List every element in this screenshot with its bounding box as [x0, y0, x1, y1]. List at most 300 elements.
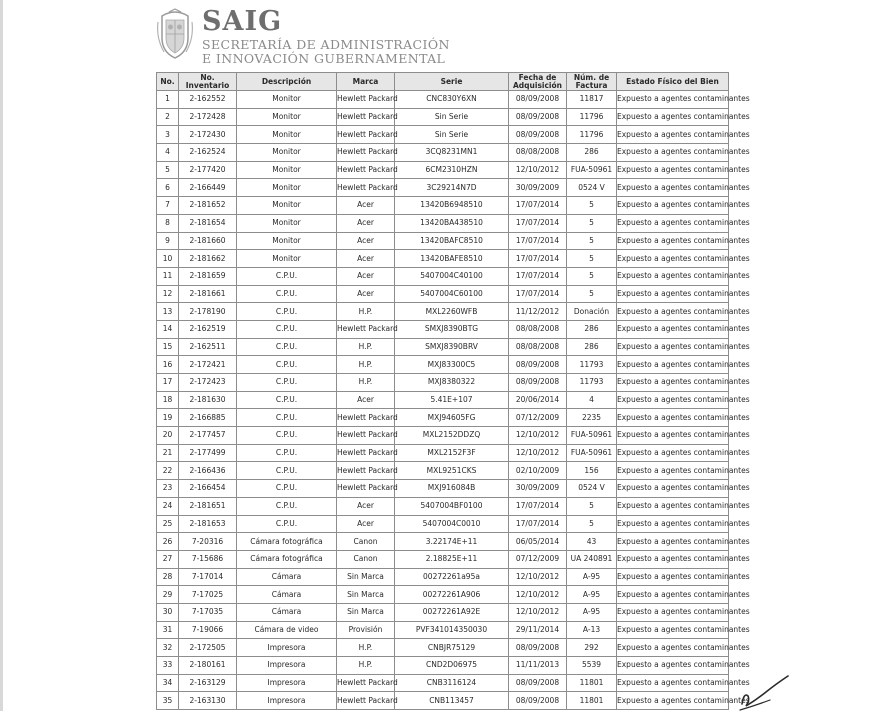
- cell-no: 5: [157, 161, 179, 179]
- cell-serie: CNB113457: [395, 692, 509, 710]
- cell-marca: Sin Marca: [337, 568, 395, 586]
- cell-estado: Expuesto a agentes contaminantes: [617, 550, 729, 568]
- cell-inventario: 2-172421: [179, 356, 237, 374]
- cell-marca: Sin Marca: [337, 586, 395, 604]
- cell-no: 34: [157, 674, 179, 692]
- cell-descripcion: C.P.U.: [237, 267, 337, 285]
- table-row: [157, 267, 729, 285]
- cell-serie: 3CQ8231MN1: [395, 144, 509, 162]
- cell-fecha: 12/10/2012: [509, 586, 567, 604]
- cell-marca: Hewlett Packard: [337, 427, 395, 445]
- cell-factura: 292: [567, 639, 617, 657]
- cell-marca: Acer: [337, 197, 395, 215]
- cell-marca: H.P.: [337, 374, 395, 392]
- cell-fecha: 08/09/2008: [509, 692, 567, 710]
- cell-descripcion: Monitor: [237, 179, 337, 197]
- cell-marca: Acer: [337, 267, 395, 285]
- cell-descripcion: C.P.U.: [237, 338, 337, 356]
- cell-estado: Expuesto a agentes contaminantes: [617, 356, 729, 374]
- cell-descripcion: Cámara fotográfica: [237, 550, 337, 568]
- cell-descripcion: Impresora: [237, 657, 337, 675]
- cell-serie: 00272261A906: [395, 586, 509, 604]
- cell-fecha: 17/07/2014: [509, 267, 567, 285]
- table-row: [157, 586, 729, 604]
- table-row: [157, 285, 729, 303]
- table-row: [157, 621, 729, 639]
- cell-factura: FUA-50961: [567, 161, 617, 179]
- cell-no: 29: [157, 586, 179, 604]
- cell-inventario: 2-181653: [179, 515, 237, 533]
- header-factura: Núm. de Factura: [567, 73, 617, 91]
- cell-descripcion: C.P.U.: [237, 391, 337, 409]
- cell-inventario: 2-166454: [179, 480, 237, 498]
- cell-inventario: 2-180161: [179, 657, 237, 675]
- table-row: [157, 214, 729, 232]
- cell-estado: Expuesto a agentes contaminantes: [617, 285, 729, 303]
- cell-estado: Expuesto a agentes contaminantes: [617, 480, 729, 498]
- cell-no: 35: [157, 692, 179, 710]
- cell-serie: 3.22174E+11: [395, 533, 509, 551]
- cell-descripcion: Monitor: [237, 250, 337, 268]
- cell-descripcion: C.P.U.: [237, 480, 337, 498]
- cell-fecha: 08/09/2008: [509, 91, 567, 109]
- cell-serie: CND2D06975: [395, 657, 509, 675]
- cell-inventario: 2-166436: [179, 462, 237, 480]
- cell-descripcion: Monitor: [237, 232, 337, 250]
- cell-factura: 4: [567, 391, 617, 409]
- table-row: [157, 303, 729, 321]
- cell-no: 13: [157, 303, 179, 321]
- cell-marca: H.P.: [337, 356, 395, 374]
- cell-marca: Acer: [337, 232, 395, 250]
- coat-of-arms-icon: [156, 8, 194, 60]
- cell-factura: 286: [567, 320, 617, 338]
- cell-estado: Expuesto a agentes contaminantes: [617, 427, 729, 445]
- cell-fecha: 08/09/2008: [509, 356, 567, 374]
- cell-marca: H.P.: [337, 338, 395, 356]
- cell-factura: 5: [567, 197, 617, 215]
- cell-fecha: 11/12/2012: [509, 303, 567, 321]
- cell-marca: Acer: [337, 214, 395, 232]
- cell-no: 20: [157, 427, 179, 445]
- table-row: [157, 550, 729, 568]
- cell-estado: Expuesto a agentes contaminantes: [617, 303, 729, 321]
- cell-estado: Expuesto a agentes contaminantes: [617, 603, 729, 621]
- cell-inventario: 2-181662: [179, 250, 237, 268]
- cell-factura: 11817: [567, 91, 617, 109]
- cell-fecha: 08/09/2008: [509, 108, 567, 126]
- cell-estado: Expuesto a agentes contaminantes: [617, 515, 729, 533]
- cell-serie: 5407004C0010: [395, 515, 509, 533]
- cell-factura: 156: [567, 462, 617, 480]
- table-row: [157, 126, 729, 144]
- cell-inventario: 7-17014: [179, 568, 237, 586]
- cell-serie: Sin Serie: [395, 126, 509, 144]
- cell-marca: Hewlett Packard: [337, 462, 395, 480]
- cell-fecha: 08/09/2008: [509, 639, 567, 657]
- cell-descripcion: Cámara: [237, 586, 337, 604]
- cell-inventario: 2-162511: [179, 338, 237, 356]
- cell-no: 17: [157, 374, 179, 392]
- cell-inventario: 2-181630: [179, 391, 237, 409]
- header-descripcion: Descripción: [237, 73, 337, 91]
- cell-no: 30: [157, 603, 179, 621]
- cell-fecha: 02/10/2009: [509, 462, 567, 480]
- table-row: [157, 250, 729, 268]
- cell-no: 32: [157, 639, 179, 657]
- cell-fecha: 08/08/2008: [509, 320, 567, 338]
- cell-serie: 13420BAFC8510: [395, 232, 509, 250]
- cell-factura: 5: [567, 497, 617, 515]
- cell-marca: Provisión: [337, 621, 395, 639]
- cell-descripcion: Impresora: [237, 674, 337, 692]
- cell-fecha: 07/12/2009: [509, 550, 567, 568]
- cell-fecha: 08/09/2008: [509, 674, 567, 692]
- cell-fecha: 11/11/2013: [509, 657, 567, 675]
- table-row: [157, 639, 729, 657]
- cell-fecha: 08/08/2008: [509, 144, 567, 162]
- cell-marca: Acer: [337, 391, 395, 409]
- cell-inventario: 2-172430: [179, 126, 237, 144]
- table-row: [157, 108, 729, 126]
- cell-inventario: 2-166449: [179, 179, 237, 197]
- cell-descripcion: C.P.U.: [237, 409, 337, 427]
- table-row: [157, 603, 729, 621]
- cell-serie: SMXJ8390BRV: [395, 338, 509, 356]
- cell-marca: Hewlett Packard: [337, 409, 395, 427]
- cell-marca: Hewlett Packard: [337, 179, 395, 197]
- cell-estado: Expuesto a agentes contaminantes: [617, 126, 729, 144]
- cell-estado: Expuesto a agentes contaminantes: [617, 391, 729, 409]
- cell-no: 21: [157, 444, 179, 462]
- cell-factura: 11801: [567, 692, 617, 710]
- table-row: [157, 161, 729, 179]
- cell-fecha: 08/08/2008: [509, 338, 567, 356]
- cell-descripcion: Monitor: [237, 126, 337, 144]
- cell-serie: 5.41E+107: [395, 391, 509, 409]
- cell-serie: MXL9251CKS: [395, 462, 509, 480]
- cell-factura: FUA-50961: [567, 444, 617, 462]
- cell-inventario: 2-172423: [179, 374, 237, 392]
- cell-descripcion: C.P.U.: [237, 374, 337, 392]
- cell-factura: 11801: [567, 674, 617, 692]
- cell-descripcion: Monitor: [237, 108, 337, 126]
- cell-estado: Expuesto a agentes contaminantes: [617, 374, 729, 392]
- cell-descripcion: Monitor: [237, 161, 337, 179]
- cell-estado: Expuesto a agentes contaminantes: [617, 586, 729, 604]
- cell-estado: Expuesto a agentes contaminantes: [617, 320, 729, 338]
- cell-no: 19: [157, 409, 179, 427]
- cell-no: 25: [157, 515, 179, 533]
- cell-serie: CNBJR75129: [395, 639, 509, 657]
- cell-no: 23: [157, 480, 179, 498]
- table-row: [157, 374, 729, 392]
- cell-fecha: 12/10/2012: [509, 444, 567, 462]
- cell-no: 12: [157, 285, 179, 303]
- cell-marca: Hewlett Packard: [337, 674, 395, 692]
- cell-factura: Donación: [567, 303, 617, 321]
- table-body: [157, 91, 750, 710]
- cell-serie: 3C29214N7D: [395, 179, 509, 197]
- cell-no: 1: [157, 91, 179, 109]
- cell-no: 3: [157, 126, 179, 144]
- cell-no: 33: [157, 657, 179, 675]
- cell-inventario: 2-177420: [179, 161, 237, 179]
- cell-marca: Hewlett Packard: [337, 91, 395, 109]
- cell-fecha: 06/05/2014: [509, 533, 567, 551]
- cell-inventario: 2-162519: [179, 320, 237, 338]
- header-inventario: No. Inventario: [179, 73, 237, 91]
- cell-factura: A-95: [567, 568, 617, 586]
- cell-factura: 5: [567, 232, 617, 250]
- cell-estado: Expuesto a agentes contaminantes: [617, 674, 729, 692]
- cell-serie: MXL2152DDZQ: [395, 427, 509, 445]
- cell-marca: Sin Marca: [337, 603, 395, 621]
- header-no: No.: [157, 73, 179, 91]
- cell-marca: Hewlett Packard: [337, 161, 395, 179]
- cell-inventario: 7-15686: [179, 550, 237, 568]
- cell-fecha: 12/10/2012: [509, 427, 567, 445]
- cell-serie: MXJ94605FG: [395, 409, 509, 427]
- cell-no: 7: [157, 197, 179, 215]
- cell-no: 26: [157, 533, 179, 551]
- cell-factura: 5: [567, 214, 617, 232]
- cell-no: 15: [157, 338, 179, 356]
- cell-serie: 5407004BF0100: [395, 497, 509, 515]
- table-row: [157, 91, 729, 109]
- cell-estado: Expuesto a agentes contaminantes: [617, 91, 729, 109]
- cell-inventario: 2-163130: [179, 692, 237, 710]
- cell-estado: Expuesto a agentes contaminantes: [617, 108, 729, 126]
- cell-descripcion: C.P.U.: [237, 515, 337, 533]
- cell-estado: Expuesto a agentes contaminantes: [617, 639, 729, 657]
- cell-marca: Hewlett Packard: [337, 108, 395, 126]
- cell-marca: H.P.: [337, 657, 395, 675]
- table-row: [157, 444, 729, 462]
- cell-marca: Acer: [337, 285, 395, 303]
- cell-inventario: 2-181651: [179, 497, 237, 515]
- cell-estado: Expuesto a agentes contaminantes: [617, 179, 729, 197]
- table-row: [157, 674, 729, 692]
- cell-factura: UA 240891: [567, 550, 617, 568]
- cell-no: 31: [157, 621, 179, 639]
- cell-serie: MXL2152F3F: [395, 444, 509, 462]
- cell-estado: Expuesto a agentes contaminantes: [617, 267, 729, 285]
- cell-fecha: 17/07/2014: [509, 285, 567, 303]
- cell-no: 8: [157, 214, 179, 232]
- cell-fecha: 30/09/2009: [509, 480, 567, 498]
- cell-inventario: 7-17025: [179, 586, 237, 604]
- table-row: [157, 497, 729, 515]
- cell-descripcion: Impresora: [237, 692, 337, 710]
- table-row: [157, 144, 729, 162]
- cell-descripcion: C.P.U.: [237, 462, 337, 480]
- cell-serie: 5407004C60100: [395, 285, 509, 303]
- cell-inventario: 2-172428: [179, 108, 237, 126]
- cell-no: 28: [157, 568, 179, 586]
- cell-descripcion: Impresora: [237, 639, 337, 657]
- cell-marca: Acer: [337, 497, 395, 515]
- cell-descripcion: Cámara fotográfica: [237, 533, 337, 551]
- cell-inventario: 2-181652: [179, 197, 237, 215]
- cell-descripcion: Cámara: [237, 603, 337, 621]
- cell-marca: H.P.: [337, 639, 395, 657]
- cell-estado: Expuesto a agentes contaminantes: [617, 161, 729, 179]
- cell-factura: FUA-50961: [567, 427, 617, 445]
- inventory-table: [156, 72, 750, 710]
- cell-marca: Acer: [337, 515, 395, 533]
- cell-fecha: 12/10/2012: [509, 161, 567, 179]
- cell-factura: 43: [567, 533, 617, 551]
- cell-descripcion: Monitor: [237, 91, 337, 109]
- cell-estado: Expuesto a agentes contaminantes: [617, 338, 729, 356]
- cell-no: 9: [157, 232, 179, 250]
- cell-inventario: 7-17035: [179, 603, 237, 621]
- cell-factura: 5539: [567, 657, 617, 675]
- document-header: [152, 6, 572, 66]
- cell-serie: MXL2260WFB: [395, 303, 509, 321]
- cell-serie: 13420B6948510: [395, 197, 509, 215]
- cell-serie: 2.18825E+11: [395, 550, 509, 568]
- cell-estado: Expuesto a agentes contaminantes: [617, 533, 729, 551]
- cell-inventario: 2-177457: [179, 427, 237, 445]
- cell-no: 10: [157, 250, 179, 268]
- cell-marca: Canon: [337, 550, 395, 568]
- cell-no: 18: [157, 391, 179, 409]
- cell-inventario: 2-177499: [179, 444, 237, 462]
- cell-marca: Acer: [337, 250, 395, 268]
- cell-factura: A-95: [567, 586, 617, 604]
- cell-serie: 5407004C40100: [395, 267, 509, 285]
- cell-inventario: 7-19066: [179, 621, 237, 639]
- cell-descripcion: Cámara: [237, 568, 337, 586]
- cell-no: 11: [157, 267, 179, 285]
- cell-fecha: 20/06/2014: [509, 391, 567, 409]
- cell-factura: 5: [567, 285, 617, 303]
- cell-no: 6: [157, 179, 179, 197]
- cell-inventario: 2-166885: [179, 409, 237, 427]
- cell-serie: 13420BAFE8510: [395, 250, 509, 268]
- cell-serie: CNB3116124: [395, 674, 509, 692]
- cell-fecha: 30/09/2009: [509, 179, 567, 197]
- cell-factura: 5: [567, 267, 617, 285]
- cell-inventario: 2-181661: [179, 285, 237, 303]
- cell-descripcion: Cámara de video: [237, 621, 337, 639]
- cell-estado: Expuesto a agentes contaminantes: [617, 657, 729, 675]
- header-estado: Estado Físico del Bien: [617, 73, 729, 91]
- table-row: [157, 409, 729, 427]
- cell-fecha: 17/07/2014: [509, 214, 567, 232]
- cell-inventario: 2-181660: [179, 232, 237, 250]
- cell-factura: 5: [567, 250, 617, 268]
- cell-fecha: 12/10/2012: [509, 568, 567, 586]
- cell-fecha: 29/11/2014: [509, 621, 567, 639]
- brand-subtitle-line-2: E INNOVACIÓN GUBERNAMENTAL: [202, 51, 446, 66]
- cell-serie: 13420BA438510: [395, 214, 509, 232]
- cell-serie: PVF341014350030: [395, 621, 509, 639]
- cell-estado: Expuesto a agentes contaminantes: [617, 444, 729, 462]
- cell-inventario: 2-181654: [179, 214, 237, 232]
- cell-fecha: 12/10/2012: [509, 603, 567, 621]
- brand-subtitle-line-1: SECRETARÍA DE ADMINISTRACIÓN: [202, 37, 450, 52]
- table-row: [157, 515, 729, 533]
- cell-serie: 6CM2310HZN: [395, 161, 509, 179]
- cell-inventario: 2-178190: [179, 303, 237, 321]
- cell-inventario: 2-162524: [179, 144, 237, 162]
- cell-no: 14: [157, 320, 179, 338]
- cell-marca: Hewlett Packard: [337, 692, 395, 710]
- cell-factura: 0524 V: [567, 480, 617, 498]
- table-row: [157, 179, 729, 197]
- cell-factura: 5: [567, 515, 617, 533]
- cell-inventario: 2-163129: [179, 674, 237, 692]
- table-row: [157, 480, 729, 498]
- cell-descripcion: C.P.U.: [237, 285, 337, 303]
- handwritten-signature-icon: [736, 670, 796, 710]
- cell-factura: 286: [567, 338, 617, 356]
- header-serie: Serie: [395, 73, 509, 91]
- cell-estado: Expuesto a agentes contaminantes: [617, 232, 729, 250]
- cell-serie: MXJ8380322: [395, 374, 509, 392]
- table-row: [157, 356, 729, 374]
- page-edge: [0, 0, 3, 711]
- cell-estado: Expuesto a agentes contaminantes: [617, 144, 729, 162]
- cell-inventario: 2-181659: [179, 267, 237, 285]
- cell-inventario: 2-162552: [179, 91, 237, 109]
- header-marca: Marca: [337, 73, 395, 91]
- cell-fecha: 17/07/2014: [509, 232, 567, 250]
- cell-estado: Expuesto a agentes contaminantes: [617, 197, 729, 215]
- cell-no: 24: [157, 497, 179, 515]
- cell-inventario: 2-172505: [179, 639, 237, 657]
- table-row: [157, 533, 729, 551]
- cell-no: 27: [157, 550, 179, 568]
- cell-descripcion: C.P.U.: [237, 303, 337, 321]
- table-row: [157, 657, 729, 675]
- cell-estado: Expuesto a agentes contaminantes: [617, 462, 729, 480]
- cell-descripcion: Monitor: [237, 214, 337, 232]
- cell-inventario: 7-20316: [179, 533, 237, 551]
- cell-descripcion: C.P.U.: [237, 356, 337, 374]
- cell-estado: Expuesto a agentes contaminantes: [617, 692, 729, 710]
- cell-estado: Expuesto a agentes contaminantes: [617, 621, 729, 639]
- cell-estado: Expuesto a agentes contaminantes: [617, 497, 729, 515]
- cell-marca: Hewlett Packard: [337, 444, 395, 462]
- cell-descripcion: Monitor: [237, 144, 337, 162]
- cell-serie: 00272261A92E: [395, 603, 509, 621]
- table-row: [157, 391, 729, 409]
- cell-fecha: 17/07/2014: [509, 250, 567, 268]
- cell-serie: MXJ83300C5: [395, 356, 509, 374]
- cell-fecha: 17/07/2014: [509, 197, 567, 215]
- cell-fecha: 07/12/2009: [509, 409, 567, 427]
- cell-factura: 0524 V: [567, 179, 617, 197]
- table-row: [157, 232, 729, 250]
- cell-factura: 11793: [567, 356, 617, 374]
- cell-factura: A-95: [567, 603, 617, 621]
- cell-no: 16: [157, 356, 179, 374]
- cell-estado: Expuesto a agentes contaminantes: [617, 250, 729, 268]
- cell-factura: 11793: [567, 374, 617, 392]
- cell-factura: 286: [567, 144, 617, 162]
- cell-serie: MXJ916084B: [395, 480, 509, 498]
- cell-descripcion: C.P.U.: [237, 427, 337, 445]
- cell-estado: Expuesto a agentes contaminantes: [617, 214, 729, 232]
- cell-descripcion: C.P.U.: [237, 444, 337, 462]
- table-row: [157, 197, 729, 215]
- cell-descripcion: C.P.U.: [237, 497, 337, 515]
- cell-factura: 11796: [567, 108, 617, 126]
